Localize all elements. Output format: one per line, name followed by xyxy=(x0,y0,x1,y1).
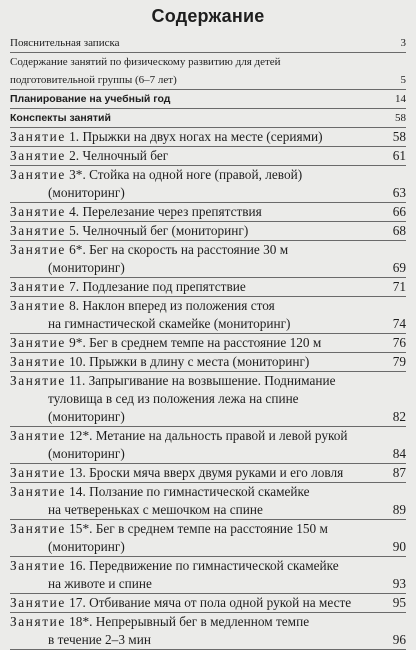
page-number: 82 xyxy=(392,409,406,424)
toc-entry-first-line xyxy=(10,557,376,575)
toc-entry-first-line xyxy=(10,241,376,259)
toc-entry-line: 7. Подлезание под препятствие xyxy=(69,279,246,294)
toc-entry-first-line xyxy=(10,278,376,296)
toc-entry-line: на четвереньках с мешочком на спине xyxy=(48,502,263,517)
toc-entry xyxy=(10,241,406,278)
toc-entry-text xyxy=(10,557,380,593)
lesson-label: Занятие xyxy=(10,335,66,350)
lesson-label: Занятие xyxy=(10,242,66,257)
page-number: 79 xyxy=(392,354,406,369)
toc-entry-text xyxy=(10,34,380,52)
toc-entry-first-line xyxy=(10,334,376,352)
toc-entry xyxy=(10,372,406,427)
toc-entry-line: в течение 2–3 мин xyxy=(48,632,151,647)
toc-entry-text xyxy=(10,613,380,649)
toc-entry-text xyxy=(10,109,380,127)
toc-entry-first-line xyxy=(10,297,376,315)
lesson-label: Занятие xyxy=(10,148,66,163)
toc-entry-line: 13. Броски мяча вверх двумя руками и его ловля xyxy=(69,465,344,480)
toc-entry-line: Конспекты занятий xyxy=(10,112,111,124)
toc-entry-line: 1. Прыжки на двух ногах на месте (сериями) xyxy=(69,129,323,144)
toc-entry-line: Пояснительная записка xyxy=(10,37,120,49)
toc-entry-text xyxy=(10,372,380,426)
toc-entry xyxy=(10,166,406,203)
toc-entry xyxy=(10,613,406,650)
toc-entry-first-line xyxy=(10,483,376,501)
lesson-label: Занятие xyxy=(10,484,66,499)
toc-entry-line: Планирование на учебный год xyxy=(10,93,171,105)
toc-entry-text xyxy=(10,483,380,519)
page-number: 74 xyxy=(392,316,406,331)
lesson-label: Занятие xyxy=(10,279,66,294)
toc-entry-first-line xyxy=(10,147,376,165)
toc-entry xyxy=(10,557,406,594)
toc-entry xyxy=(10,427,406,464)
toc-entry-line: 6*. Бег на скорость на расстояние 30 м xyxy=(69,242,289,257)
page-number: 68 xyxy=(392,223,406,238)
toc-entry-line: 16. Передвижение по гимнастической скамейке xyxy=(69,558,339,573)
toc-entry-line: 14. Ползание по гимнастической скамейке xyxy=(69,484,310,499)
toc-entry xyxy=(10,594,406,613)
page-number: 87 xyxy=(392,465,406,480)
toc-entry xyxy=(10,464,406,483)
toc-entry-first-line xyxy=(10,427,376,445)
toc-entry xyxy=(10,109,406,128)
page-number: 14 xyxy=(395,93,406,105)
toc-entry-line: на животе и спине xyxy=(48,576,152,591)
toc-entry-line: 11. Запрыгивание на возвышение. Поднимание xyxy=(69,373,336,388)
toc-entry-text xyxy=(10,464,380,482)
page-number: 95 xyxy=(392,595,406,610)
toc-entry-text xyxy=(10,222,380,240)
lesson-label: Занятие xyxy=(10,614,66,629)
toc-entry-line: 4. Перелезание через препятствия xyxy=(69,204,262,219)
page-number: 58 xyxy=(392,129,406,144)
toc-entry xyxy=(10,483,406,520)
toc-entry-first-line xyxy=(10,613,376,631)
toc-entry-line: (мониторинг) xyxy=(48,260,125,275)
toc-entry-line: (мониторинг) xyxy=(48,446,125,461)
toc-entry-text xyxy=(10,353,380,371)
lesson-label: Занятие xyxy=(10,298,66,313)
toc-list xyxy=(10,34,406,650)
toc-entry-line: 2. Челночный бег xyxy=(69,148,169,163)
toc-entry-line: Содержание занятий по физическому развитию для детей xyxy=(10,56,281,68)
toc-entry-first-line xyxy=(10,594,376,612)
toc-entry-first-line xyxy=(10,203,376,221)
toc-entry-first-line xyxy=(10,222,376,240)
toc-entry xyxy=(10,278,406,297)
toc-entry xyxy=(10,90,406,109)
toc-entry xyxy=(10,297,406,334)
toc-entry-text xyxy=(10,147,380,165)
toc-entry-line: 5. Челночный бег (мониторинг) xyxy=(69,223,249,238)
page-number: 76 xyxy=(392,335,406,350)
page-number: 69 xyxy=(392,260,406,275)
toc-entry xyxy=(10,353,406,372)
toc-entry xyxy=(10,334,406,353)
toc-entry-line: 3*. Стойка на одной ноге (правой, левой) xyxy=(69,167,303,182)
toc-entry-text xyxy=(10,128,380,146)
page-number: 63 xyxy=(392,185,406,200)
toc-entry-first-line xyxy=(10,372,376,390)
lesson-label: Занятие xyxy=(10,204,66,219)
lesson-label: Занятие xyxy=(10,167,66,182)
lesson-label: Занятие xyxy=(10,521,66,536)
toc-entry-line: 17. Отбивание мяча от пола одной рукой на месте xyxy=(69,595,352,610)
toc-entry xyxy=(10,222,406,241)
toc-entry xyxy=(10,147,406,166)
toc-entry-line: подготовительной группы (6–7 лет) xyxy=(10,74,177,86)
lesson-label: Занятие xyxy=(10,595,66,610)
toc-entry-text xyxy=(10,53,380,89)
lesson-label: Занятие xyxy=(10,373,66,388)
toc-entry-text xyxy=(10,594,380,612)
lesson-label: Занятие xyxy=(10,354,66,369)
toc-entry xyxy=(10,520,406,557)
toc-entry-line: на гимнастической скамейке (мониторинг) xyxy=(48,316,291,331)
toc-entry-text xyxy=(10,241,380,277)
page-number: 58 xyxy=(395,112,406,124)
page-number: 89 xyxy=(392,502,406,517)
toc-entry-text xyxy=(10,297,380,333)
toc-entry-line: 9*. Бег в среднем темпе на расстояние 120 м xyxy=(69,335,322,350)
page-number: 71 xyxy=(392,279,406,294)
page-number: 66 xyxy=(392,204,406,219)
toc-entry-first-line xyxy=(10,520,376,538)
toc-entry-text xyxy=(10,278,380,296)
toc-entry-text xyxy=(10,166,380,202)
toc-entry-text xyxy=(10,427,380,463)
page-title: Содержание xyxy=(151,6,265,26)
page-number: 84 xyxy=(392,446,406,461)
toc-entry xyxy=(10,53,406,90)
toc-entry-line: 10. Прыжки в длину с места (мониторинг) xyxy=(69,354,310,369)
lesson-label: Занятие xyxy=(10,558,66,573)
toc-entry-first-line xyxy=(10,353,376,371)
toc-entry-text xyxy=(10,203,380,221)
toc-entry-line: 15*. Бег в среднем темпе на расстояние 150 м xyxy=(69,521,328,536)
toc-entry xyxy=(10,128,406,147)
page-number: 3 xyxy=(400,37,406,49)
page-number: 90 xyxy=(392,539,406,554)
toc-entry xyxy=(10,203,406,222)
toc-entry-text xyxy=(10,90,380,108)
page-number: 5 xyxy=(400,74,406,86)
toc-entry-line: 8. Наклон вперед из положения стоя xyxy=(69,298,275,313)
toc-entry-first-line xyxy=(10,128,376,146)
lesson-label: Занятие xyxy=(10,129,66,144)
page-number: 96 xyxy=(392,632,406,647)
toc-entry-line: туловища в сед из положения лежа на спине (мониторинг) xyxy=(48,391,299,424)
toc-entry-first-line xyxy=(10,166,376,184)
toc-entry-line: (мониторинг) xyxy=(48,185,125,200)
lesson-label: Занятие xyxy=(10,223,66,238)
toc-entry-line: 18*. Непрерывный бег в медленном темпе xyxy=(69,614,310,629)
toc-entry-line: (мониторинг) xyxy=(48,539,125,554)
lesson-label: Занятие xyxy=(10,465,66,480)
page-number: 93 xyxy=(392,576,406,591)
toc-entry xyxy=(10,34,406,53)
toc-entry-first-line xyxy=(10,464,376,482)
lesson-label: Занятие xyxy=(10,428,66,443)
toc-entry-text xyxy=(10,334,380,352)
toc-entry-line: 12*. Метание на дальность правой и левой рукой xyxy=(69,428,348,443)
toc-entry-text xyxy=(10,520,380,556)
page-number: 61 xyxy=(392,148,406,163)
